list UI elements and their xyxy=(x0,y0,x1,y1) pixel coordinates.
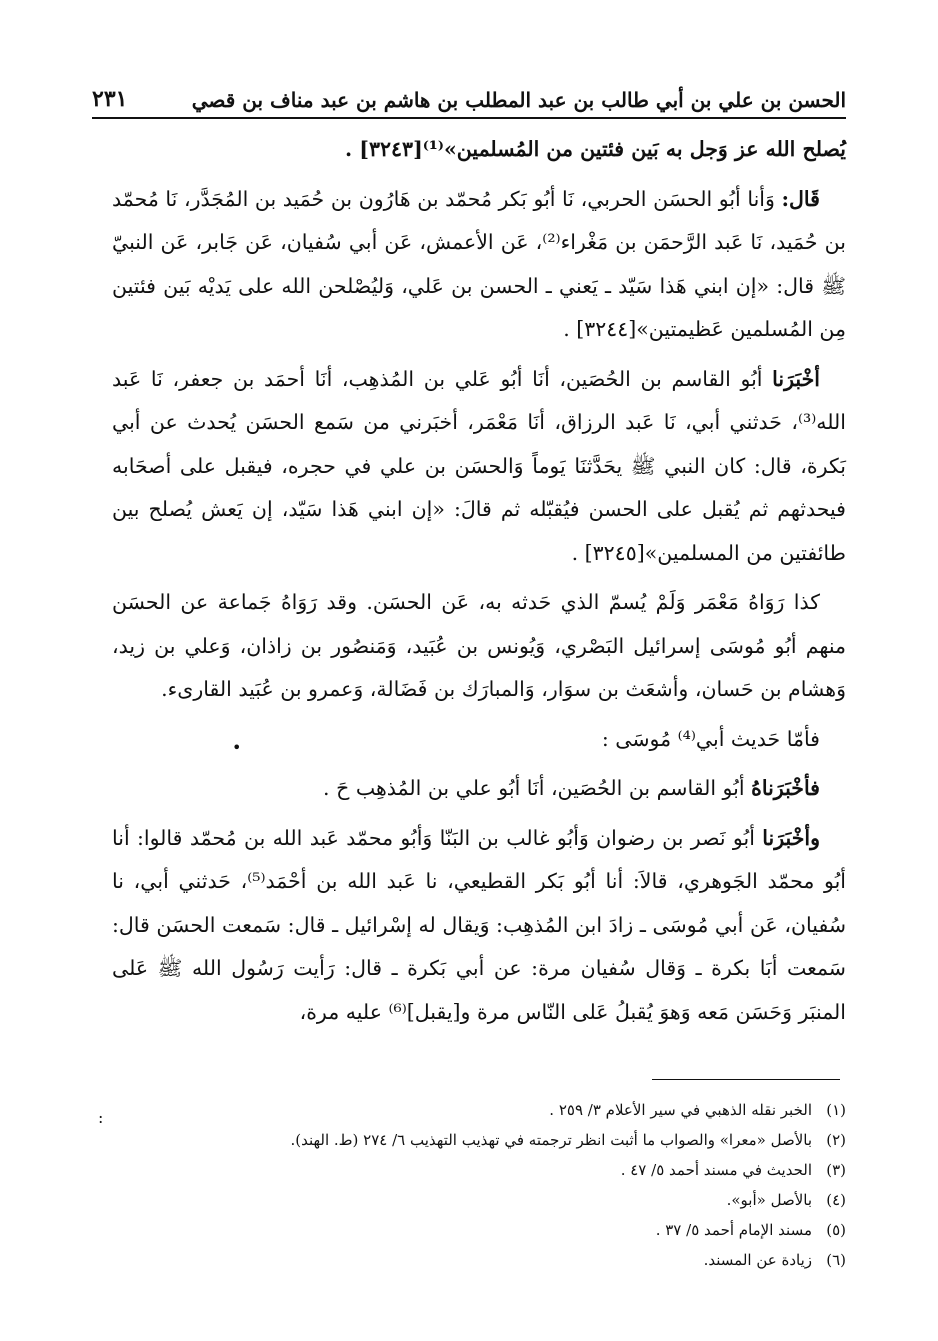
paragraph-4 xyxy=(112,581,846,712)
paragraph-6 xyxy=(112,767,846,811)
paragraph-text: فأمّا حَديث أبي⁽⁴⁾ مُوسَى : xyxy=(601,726,820,751)
paragraph-lead: وأخْبَرَنا xyxy=(762,825,820,850)
paragraph-text: وَأنا أبُو الحسَن الحربي، نَا أبُو بَكر مُحمّد بن هَارُون بن حُمَيد بن المُجَدَّر، نَا مُحمّد بن حُمَيد، نَا عَبد الرَّحمَن بن مَغْراء⁽²⁾، عَن الأعمش، عَن أبي سُفيان، عَن جَابر، عَن النبيّ ﷺ قال: «إن ابني هَذا سَيّد ـ يَعني ـ الحسن بن عَلي، وَليُصْلحن الله على يَديْه بَين فئتين مِن المُسلمين عَظيمتين»[٣٢٤٤] . xyxy=(112,186,846,341)
footnote-text: زيادة عن المسند. xyxy=(703,1251,812,1269)
footnote-item xyxy=(86,1185,846,1215)
footnote-item xyxy=(86,1095,846,1125)
footnote-number: (٣) xyxy=(826,1161,846,1179)
paragraph-5 xyxy=(112,718,846,762)
footnote-text: بالأصل «أبو». xyxy=(726,1191,812,1209)
footnote-text: الحديث في مسند أحمد ٥/ ٤٧ . xyxy=(620,1161,812,1179)
paragraph-text: أبُو القاسم بن الحُصَين، أنَا أبُو عَلي بن المُذهِب، أنَا أحمَد بن جعفر، نَا عَبد الله⁽³⁾، حَدثني أبي، نَا عَبد الرزاق، أنَا مَعْمَر، أخبَرني من سَمع الحسَن يُحدث عن أبي بَكرة، قال: كان النبي ﷺ يحَدَّثنَا يَوماً وَالحسَن بن علي في حجره، فيقبل على أصحَابه فيحدثهم ثم يُقبل على الحسن فيُقبّله ثم قالَ: «إن ابني هَذا سَيّد، إن يَعش يُصلح بين طائفتين من المسلمين»[٣٢٤٥] . xyxy=(112,366,846,565)
header-title: الحسن بن علي بن أبي طالب بن عبد المطلب بن هاشم بن عبد مناف بن قصي xyxy=(191,88,846,112)
paragraph-2 xyxy=(112,178,846,352)
footnote-text: بالأصل «معرا» والصواب ما أثبت انظر ترجمته في تهذيب التهذيب ٦/ ٢٧٤ (ط. الهند). xyxy=(290,1131,812,1149)
paragraph-text: يُصلح الله عز وَجل به بَين فئتين من المُسلمين»⁽¹⁾[٣٢٤٣] . xyxy=(345,137,846,161)
paragraph-1 xyxy=(112,128,846,172)
paragraph-3 xyxy=(112,358,846,576)
footnote-item xyxy=(86,1125,846,1155)
print-speck: • xyxy=(232,738,242,757)
footnote-item xyxy=(86,1245,846,1275)
paragraph-lead: فأخْبَرَناهُ xyxy=(751,776,820,800)
footnote-number: (٦) xyxy=(826,1251,846,1269)
margin-mark: : xyxy=(98,1108,104,1127)
footnote-item xyxy=(86,1215,846,1245)
footnote-item xyxy=(86,1155,846,1185)
paragraph-text: أبُو القاسم بن الحُصَين، أنَا أبُو علي بن المُذهِب حَ . xyxy=(323,776,745,800)
footnote-number: (٢) xyxy=(826,1131,846,1149)
footnote-rule xyxy=(652,1079,840,1080)
paragraph-7 xyxy=(112,817,846,1035)
page-number: ٢٣١ xyxy=(92,86,128,112)
footnote-text: الخبر نقله الذهبي في سير الأعلام ٣/ ٢٥٩ . xyxy=(549,1101,812,1119)
running-header xyxy=(92,72,846,112)
paragraph-text: أبُو نَصر بن رضوان وَأبُو غالب بن البَنّا وَأبُو محمّد عَبد الله بن مُحمّد قالوا: أنا أبُو محمّد الجَوهري، قالاَ: أنا أبُو بَكر القطيعي، نا عَبد الله بن أحْمَد⁽⁵⁾، حَدثني أبي، نا سُفيان، عَن أبي مُوسَى ـ زادَ ابن المُذهِب: وَيقال له إسْرائيل ـ قال: سَمعت الحسَن قال: سَمعت أبَا بكرة ـ وَقال سُفيان مرة: عن أبي بَكرة ـ قال: رَأيت رَسُول الله ﷺ عَلى المنبَر وَحَسَن مَعه وَهوَ يُقبلُ عَلى النّاس مرة و[يقبل]⁽⁶⁾ عليه مرة، xyxy=(112,825,847,1024)
footnote-number: (٤) xyxy=(826,1191,846,1209)
header-rule xyxy=(92,117,846,119)
paragraph-text: كذا رَوَاهُ مَعْمَر وَلَمْ يُسمّ الذي حَدثه به، عَن الحسَن. وقد رَوَاهُ جَماعة عن الحسَن منهم أبُو مُوسَى إسرائيل البَصْري، وَيُونس بن عُبَيد، وَمَنصُور بن زاذان، وَعلي بن زيد، وَهشام بن حَسان، وأشعَث بن سوَار، وَالمبارَك بن فَضَالة، وَعمرو بن عُبَيد القارىء. xyxy=(112,590,846,701)
footnote-number: (٥) xyxy=(826,1221,846,1239)
paragraph-lead: أخْبَرَنا xyxy=(772,366,820,391)
footnote-text: مسند الإمام أحمد ٥/ ٣٧ . xyxy=(655,1221,812,1239)
main-text xyxy=(112,128,846,1040)
paragraph-lead: قَال: xyxy=(781,186,820,211)
footnotes xyxy=(86,1095,846,1275)
footnote-number: (١) xyxy=(826,1101,846,1119)
